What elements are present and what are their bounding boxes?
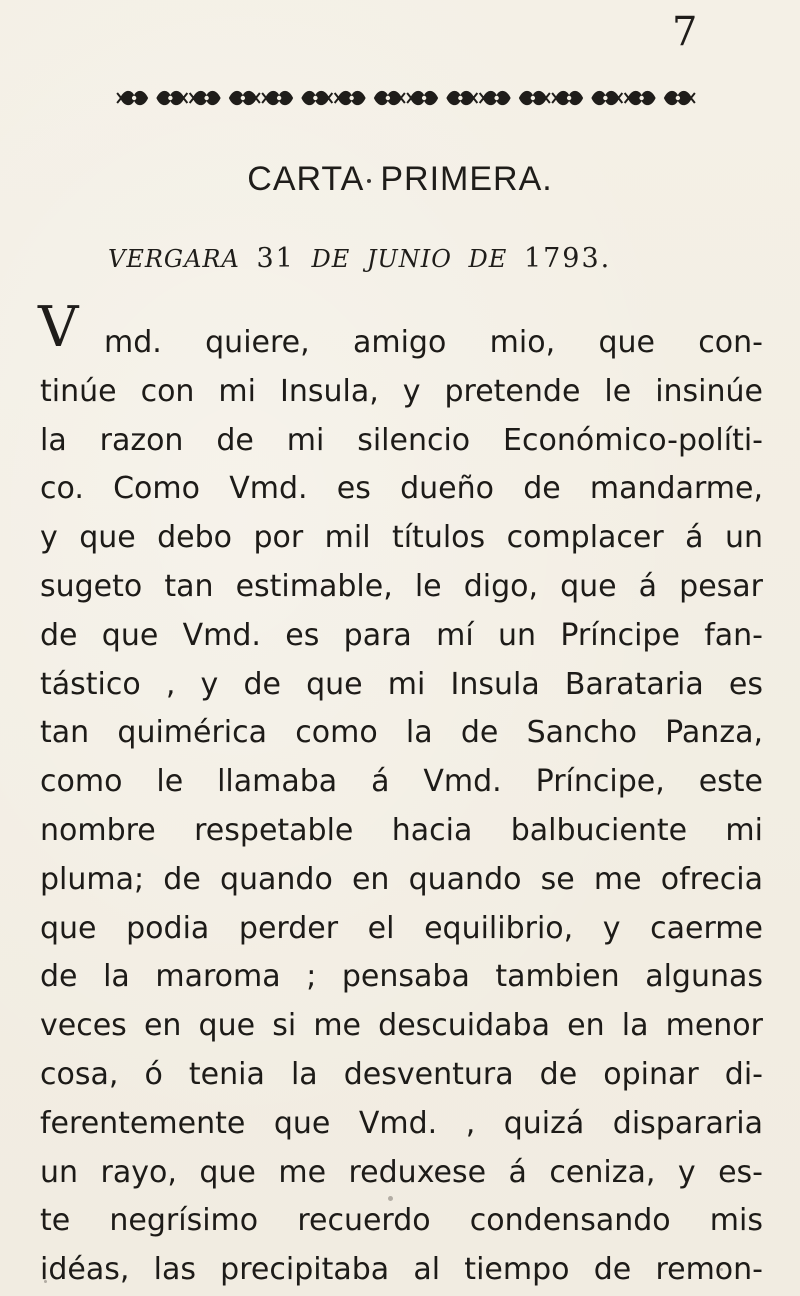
dateline-day: 31 bbox=[256, 243, 295, 274]
text-line: veces en que si me descuidaba en la menor bbox=[40, 1008, 763, 1044]
text-line: la razon de mi silencio Económico-políti- bbox=[40, 422, 763, 458]
fleuron-ornament bbox=[591, 91, 622, 105]
fleuron-ornament bbox=[625, 91, 656, 105]
dateline-de: DE bbox=[311, 245, 351, 273]
fleuron-ornament bbox=[374, 91, 405, 105]
fleuron-ornament bbox=[446, 91, 477, 105]
drop-cap: V bbox=[38, 295, 79, 360]
fleuron-ornament bbox=[519, 91, 550, 105]
text-line: como le llamaba á Vmd. Príncipe, este bbox=[40, 764, 763, 800]
fleuron-ornament bbox=[190, 91, 221, 105]
title-word-primera: PRIMERA. bbox=[380, 160, 553, 198]
fleuron-ornament bbox=[552, 91, 583, 105]
letter-body bbox=[40, 319, 763, 1295]
text-line: co. Como Vmd. es dueño de mandarme, bbox=[40, 471, 763, 507]
text-line: tan quimérica como la de Sancho Panza, bbox=[40, 715, 763, 751]
text-line: idéas, las precipitaba al tiempo de remon- bbox=[40, 1252, 763, 1288]
decorative-ornament-band bbox=[116, 84, 696, 112]
text-line: pluma; de quando en quando se me ofrecia bbox=[40, 861, 763, 897]
fleuron-ornament bbox=[407, 91, 438, 105]
fleuron-ornament bbox=[117, 91, 148, 105]
fleuron-ornament bbox=[301, 91, 332, 105]
text-line: cosa, ó tenia la desventura de opinar di- bbox=[40, 1056, 763, 1092]
page-number: 7 bbox=[672, 9, 698, 55]
dateline-place: VERGARA bbox=[108, 245, 240, 273]
dateline-de: DE bbox=[468, 245, 508, 273]
dateline bbox=[108, 243, 611, 274]
fleuron-ornament bbox=[262, 91, 293, 105]
text-line: nombre respetable hacia balbuciente mi bbox=[40, 812, 763, 848]
text-line: un rayo, que me reduxese á ceniza, y es- bbox=[40, 1154, 763, 1190]
text-line: y que debo por mil títulos complacer á un bbox=[40, 520, 763, 556]
fleuron-ornament bbox=[664, 91, 695, 105]
text-line: te negrísimo recuerdo condensando mis bbox=[40, 1203, 763, 1239]
fleuron-ornament bbox=[335, 91, 366, 105]
dateline-year: 1793. bbox=[523, 243, 612, 274]
text-line: de la maroma ; pensaba tambien algunas bbox=[40, 959, 763, 995]
text-line: ferentemente que Vmd. , quizá dispararia bbox=[40, 1105, 763, 1141]
fleuron-ornament bbox=[156, 91, 187, 105]
text-line: que podia perder el equilibrio, y caerme bbox=[40, 910, 763, 946]
text-line: tástico , y de que mi Insula Barataria es bbox=[40, 666, 763, 702]
title-word-carta: CARTA bbox=[247, 160, 365, 198]
text-line: md. quiere, amigo mio, que con- bbox=[104, 325, 763, 360]
fleuron-ornament bbox=[229, 91, 260, 105]
text-line: de que Vmd. es para mí un Príncipe fan- bbox=[40, 617, 763, 653]
text-line: sugeto tan estimable, le digo, que á pesar bbox=[40, 568, 763, 604]
dateline-month: JUNIO bbox=[366, 245, 452, 273]
text-line: tinúe con mi Insula, y pretende le insinúe bbox=[40, 373, 763, 409]
letter-title bbox=[0, 160, 800, 199]
fleuron-ornament bbox=[480, 91, 511, 105]
